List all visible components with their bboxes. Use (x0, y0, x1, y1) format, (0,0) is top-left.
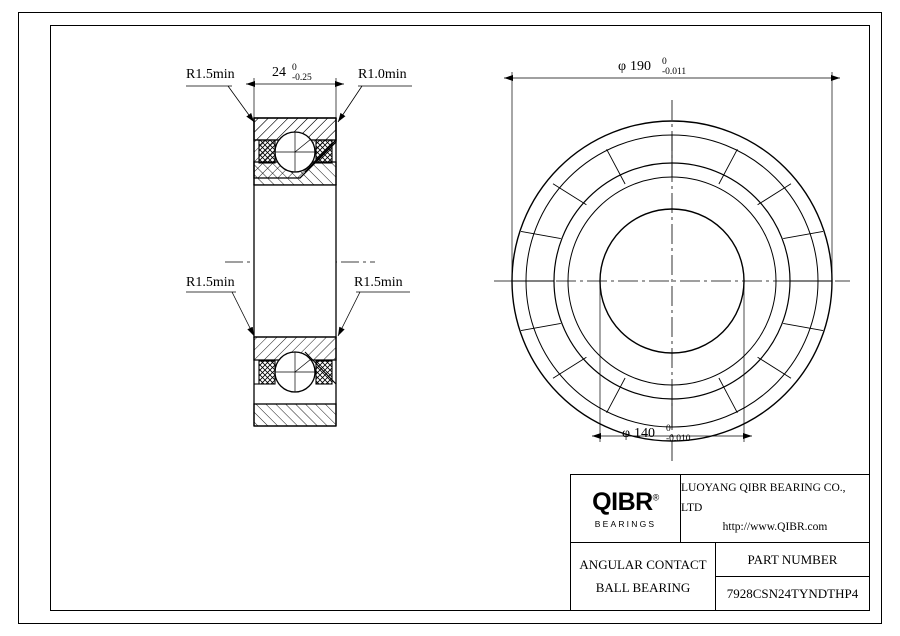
front-view (494, 72, 850, 462)
bore-dia-tol-lower: -0.010 (666, 434, 691, 444)
logo-text (592, 488, 659, 517)
bore-dia-value: 140 (634, 426, 655, 441)
label-r15-bottom-left: R1.5min (186, 275, 235, 290)
section-view (186, 78, 412, 426)
bore-dia-tol-upper: 0 (666, 424, 671, 434)
outer-dia-tol-lower: -0.011 (662, 67, 687, 77)
width-dim-value: 24 (272, 65, 286, 80)
outer-dia-symbol: φ (618, 59, 627, 74)
title-block-top-row (571, 475, 869, 543)
company-url: http://www.QIBR.com (722, 521, 828, 534)
logo-subtitle: BEARINGS (594, 519, 657, 529)
outer-dia-value: 190 (630, 59, 651, 74)
product-type-line2: BALL BEARING (595, 580, 691, 595)
product-type-line1: ANGULAR CONTACT (579, 557, 707, 573)
company-info (681, 475, 869, 542)
label-r10-top-right: R1.0min (358, 67, 407, 82)
title-block-bottom-row (571, 543, 869, 611)
label-r15-top-left: R1.5min (186, 67, 235, 82)
width-dim-tol-lower: -0.25 (292, 73, 312, 83)
outer-dia-tol-upper: 0 (662, 57, 667, 67)
registered-trademark-icon: ® (652, 492, 659, 503)
title-block (570, 474, 870, 611)
bore-dia-symbol: φ (622, 426, 631, 441)
label-r15-bottom-right: R1.5min (354, 275, 403, 290)
company-name: LUOYANG QIBR BEARING CO., LTD (681, 482, 846, 514)
part-number-block (716, 543, 869, 611)
logo-wordmark: QIBR (592, 488, 653, 516)
brand-logo (571, 475, 681, 542)
part-number-value: 7928CSN24TYNDTHP4 (726, 586, 859, 601)
width-dim-tol-upper: 0 (292, 63, 297, 73)
part-number-label: PART NUMBER (716, 543, 869, 577)
product-type (571, 543, 716, 611)
